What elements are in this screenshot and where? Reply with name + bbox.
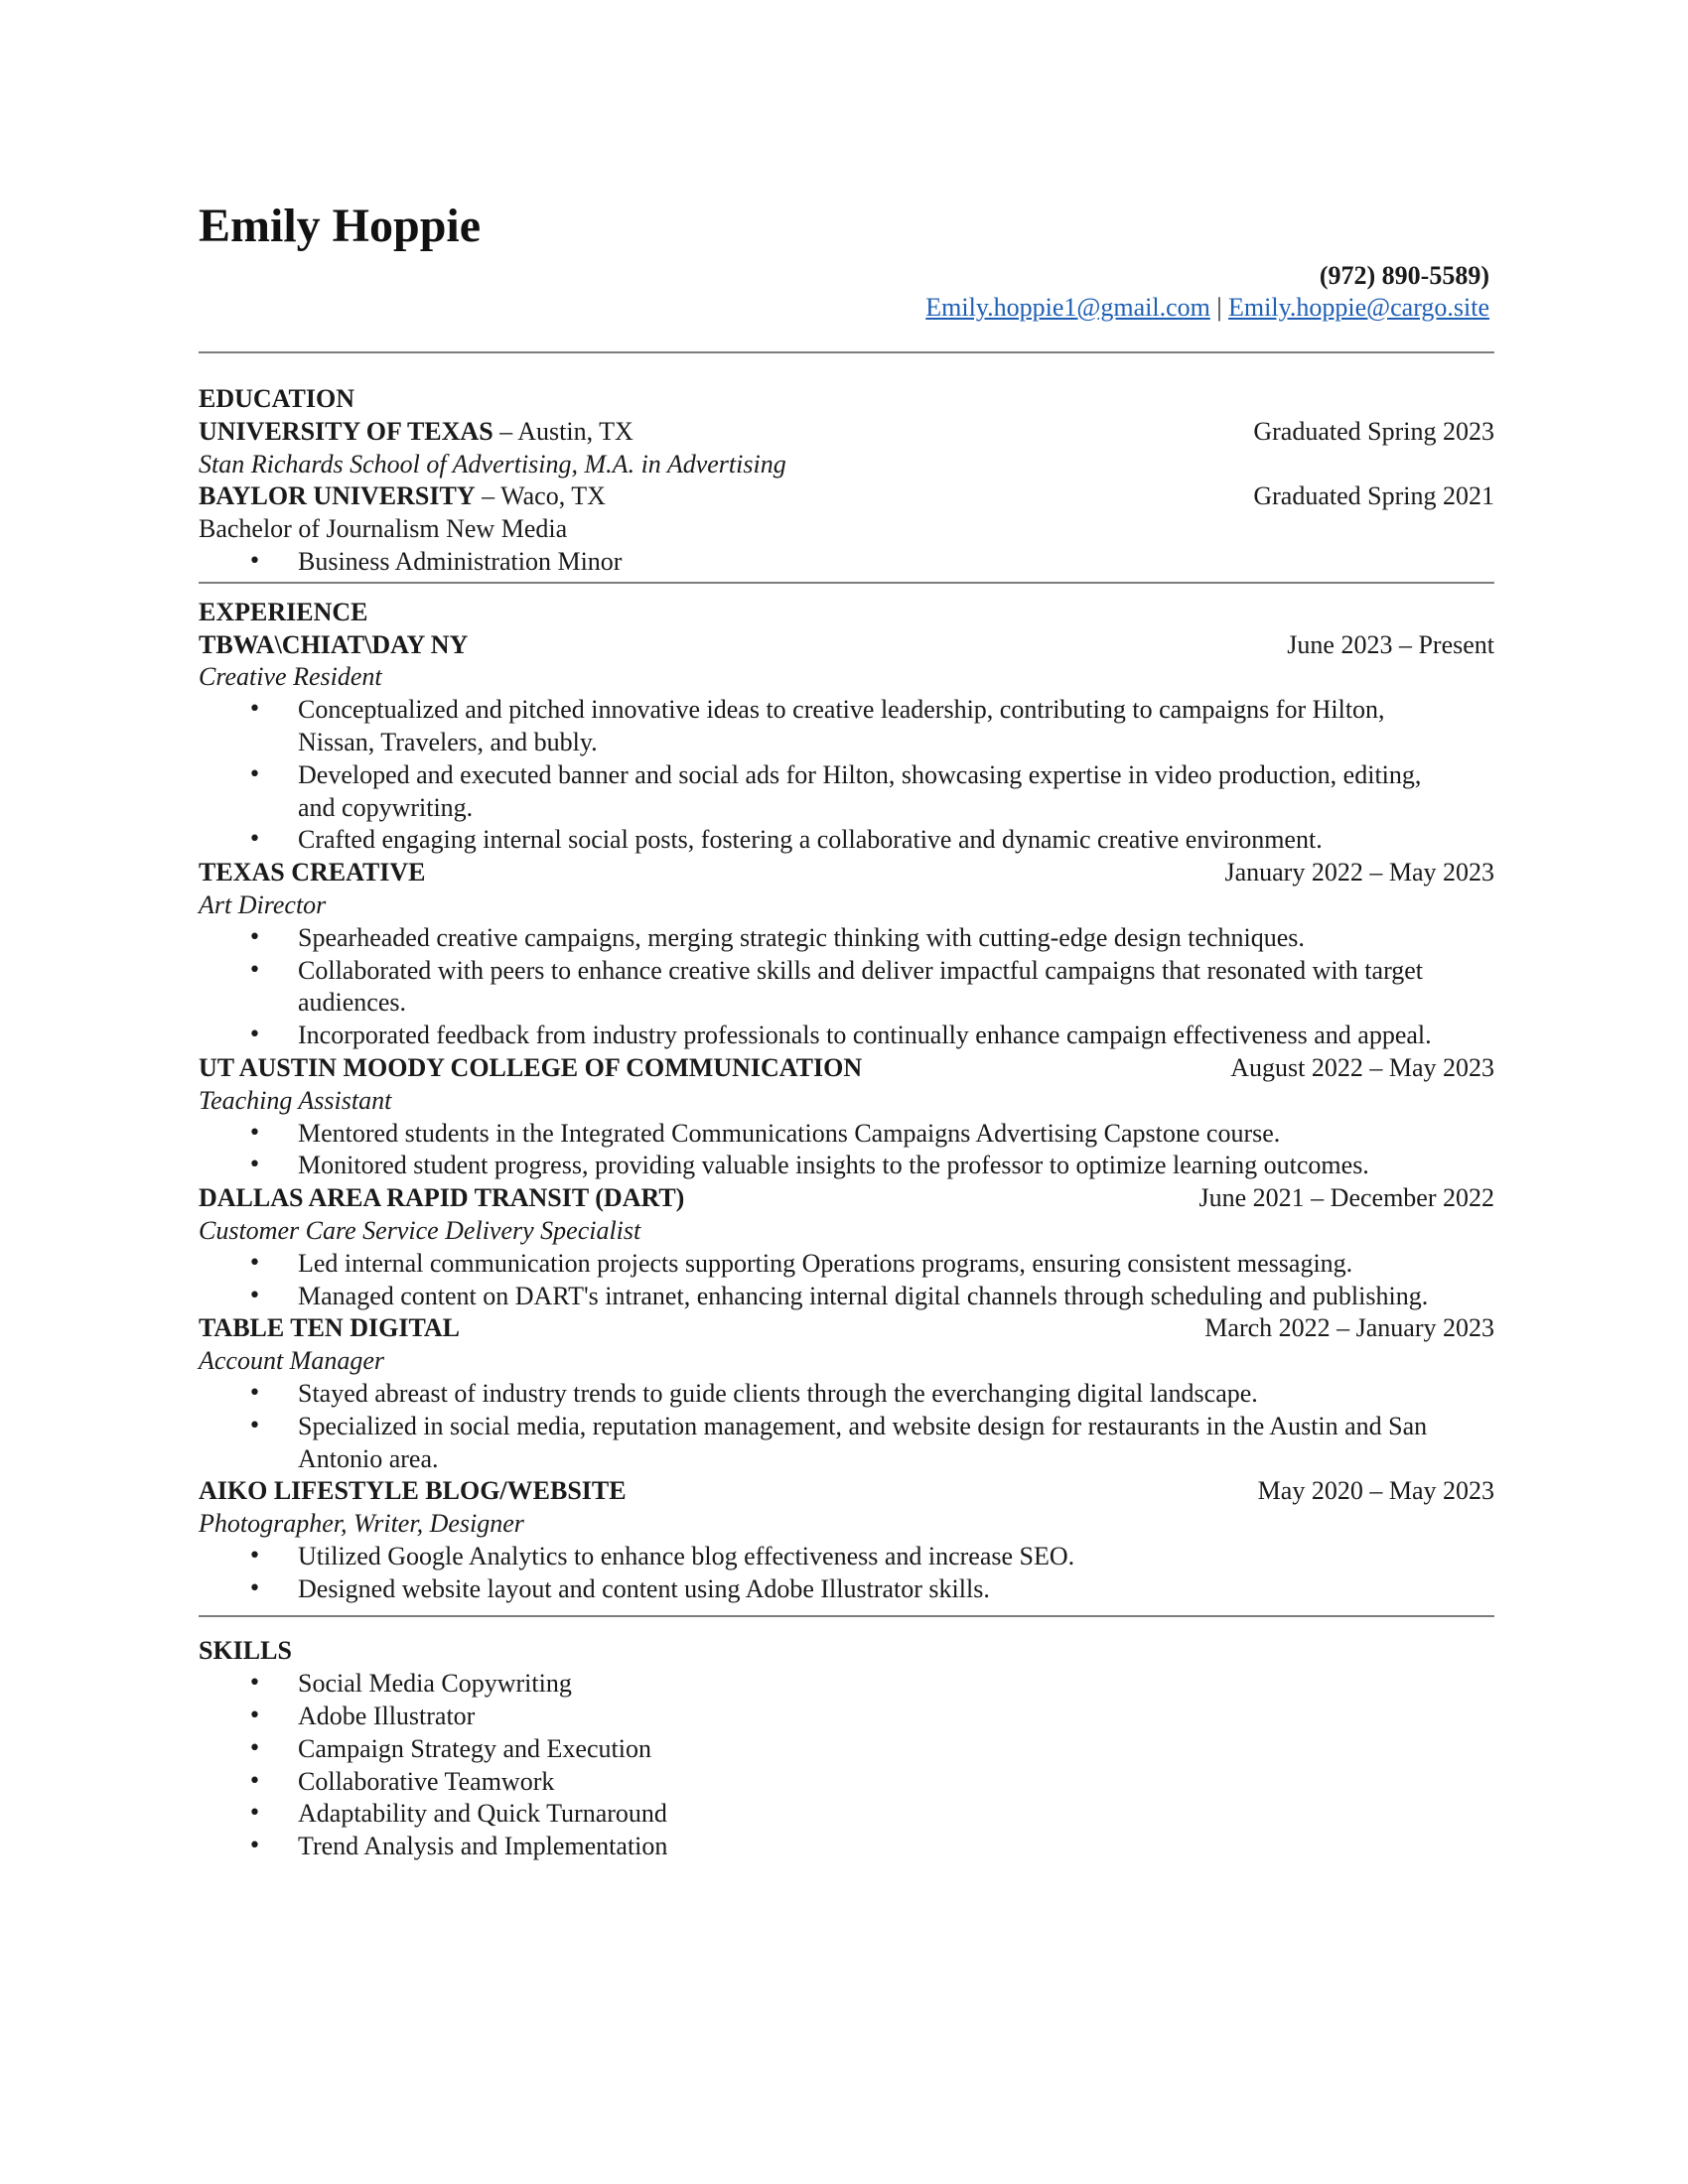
job-dates: March 2022 – January 2023 <box>1204 1313 1494 1343</box>
employer-name: TABLE TEN DIGITAL <box>199 1313 460 1343</box>
education-section <box>199 383 1494 579</box>
list-item: • Adaptability and Quick Turnaround <box>199 1798 1494 1831</box>
job-bullets <box>199 1541 1494 1606</box>
list-item: • Incorporated feedback from industry professionals to continually enhance campaign effectiveness and appeal. <box>199 1020 1494 1052</box>
employer-name: AIKO LIFESTYLE BLOG/WEBSITE <box>199 1476 627 1506</box>
school-name: BAYLOR UNIVERSITY <box>199 481 476 511</box>
job-bullets <box>199 694 1494 857</box>
list-item: • Specialized in social media, reputation management, and website design for restaurants in the Austin and San Antonio area. <box>199 1411 1494 1476</box>
graduation-date: Graduated Spring 2021 <box>1253 481 1494 511</box>
list-item: • Monitored student progress, providing valuable insights to the professor to optimize learning outcomes. <box>199 1150 1494 1182</box>
school-location: – Austin, TX <box>492 416 633 446</box>
email-separator: | <box>1209 293 1229 322</box>
skills-section <box>199 1635 1494 1863</box>
job-heading <box>199 1312 1494 1345</box>
section-title-skills: SKILLS <box>199 1636 292 1666</box>
job-heading <box>199 1052 1494 1085</box>
email-secondary-link[interactable]: Emily.hoppie@cargo.site <box>1228 293 1489 322</box>
divider-education <box>199 582 1494 584</box>
job-bullets <box>199 1248 1494 1313</box>
employer-name: UT AUSTIN MOODY COLLEGE OF COMMUNICATION <box>199 1052 863 1082</box>
list-item: • Crafted engaging internal social posts, fostering a collaborative and dynamic creative environment. <box>199 824 1494 857</box>
job-heading <box>199 1475 1494 1508</box>
phone-number: (972) 890-5589) <box>1319 261 1489 290</box>
experience-section <box>199 597 1494 1606</box>
candidate-name: Emily Hoppie <box>199 200 482 252</box>
resume-page <box>199 199 1494 1863</box>
divider-header <box>199 351 1494 353</box>
list-item: • Collaborative Teamwork <box>199 1766 1494 1799</box>
employer-name: TEXAS CREATIVE <box>199 858 426 887</box>
job-dates: May 2020 – May 2023 <box>1257 1476 1494 1506</box>
education-entry-heading <box>199 416 1494 449</box>
job-dates: January 2022 – May 2023 <box>1224 858 1494 887</box>
list-item: • Spearheaded creative campaigns, merging strategic thinking with cutting-edge design techniques. <box>199 922 1494 955</box>
section-title-experience: EXPERIENCE <box>199 597 368 626</box>
list-item: • Developed and executed banner and social ads for Hilton, showcasing expertise in video production, editing, and copywriting. <box>199 759 1494 825</box>
job-bullets <box>199 1118 1494 1183</box>
list-item: • Social Media Copywriting <box>199 1668 1494 1701</box>
employer-name: DALLAS AREA RAPID TRANSIT (DART) <box>199 1183 685 1213</box>
list-item: • Conceptualized and pitched innovative ideas to creative leadership, contributing to campaigns for Hilton, Nissan, Travelers, and bubly. <box>199 694 1494 759</box>
list-item: • Adobe Illustrator <box>199 1701 1494 1733</box>
school-name: UNIVERSITY OF TEXAS <box>199 416 493 446</box>
list-item: • Campaign Strategy and Execution <box>199 1733 1494 1766</box>
job-role: Photographer, Writer, Designer <box>199 1509 524 1539</box>
job-dates: June 2023 – Present <box>1287 629 1494 659</box>
list-item: • Led internal communication projects supporting Operations programs, ensuring consistent messaging. <box>199 1248 1494 1281</box>
job-bullets <box>199 922 1494 1052</box>
degree-detail: Stan Richards School of Advertising, M.A. in Advertising <box>199 449 786 478</box>
skills-list <box>199 1668 1494 1863</box>
list-item: • Designed website layout and content using Adobe Illustrator skills. <box>199 1573 1494 1606</box>
list-item: • Business Administration Minor <box>199 546 1494 579</box>
job-dates: June 2021 – December 2022 <box>1198 1183 1494 1213</box>
job-bullets <box>199 1378 1494 1475</box>
contact-block <box>199 260 1494 324</box>
education-entry-heading <box>199 480 1494 513</box>
section-title-education: EDUCATION <box>199 384 354 413</box>
job-role: Customer Care Service Delivery Specialist <box>199 1215 641 1245</box>
education-bullets <box>199 546 1494 579</box>
job-dates: August 2022 – May 2023 <box>1230 1052 1494 1082</box>
divider-experience <box>199 1615 1494 1617</box>
job-role: Teaching Assistant <box>199 1085 392 1115</box>
job-role: Art Director <box>199 889 327 919</box>
list-item: • Utilized Google Analytics to enhance blog effectiveness and increase SEO. <box>199 1541 1494 1573</box>
list-item: • Managed content on DART's intranet, enhancing internal digital channels through scheduling and publishing. <box>199 1281 1494 1313</box>
job-heading <box>199 857 1494 889</box>
school-location: – Waco, TX <box>475 481 606 511</box>
list-item: • Trend Analysis and Implementation <box>199 1831 1494 1863</box>
degree-detail: Bachelor of Journalism New Media <box>199 514 568 544</box>
list-item: • Collaborated with peers to enhance creative skills and deliver impactful campaigns that resonated with target audiences. <box>199 955 1494 1021</box>
job-heading <box>199 629 1494 662</box>
job-role: Account Manager <box>199 1346 385 1376</box>
list-item: • Stayed abreast of industry trends to guide clients through the everchanging digital landscape. <box>199 1378 1494 1411</box>
job-heading <box>199 1182 1494 1215</box>
list-item: • Mentored students in the Integrated Communications Campaigns Advertising Capstone course. <box>199 1118 1494 1151</box>
employer-name: TBWA\CHIAT\DAY NY <box>199 629 469 659</box>
job-role: Creative Resident <box>199 662 382 692</box>
email-line <box>199 292 1489 324</box>
graduation-date: Graduated Spring 2023 <box>1253 416 1494 446</box>
email-primary-link[interactable]: Emily.hoppie1@gmail.com <box>925 293 1210 322</box>
